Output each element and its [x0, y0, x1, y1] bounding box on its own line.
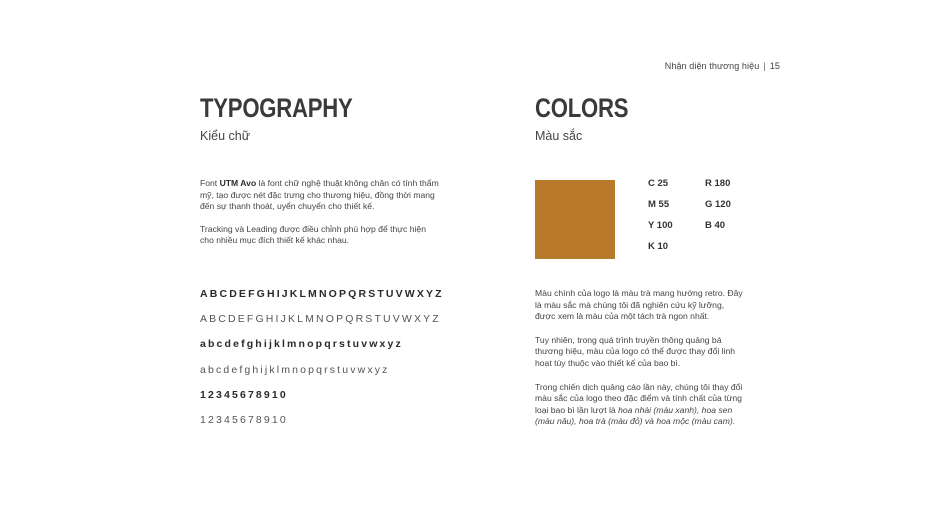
numerals-bold-sample: 12345678910 — [200, 388, 288, 401]
typography-intro — [200, 178, 440, 258]
colors-title: COLORS — [535, 93, 629, 123]
rgb-g-value: G 120 — [705, 199, 731, 210]
colors-paragraph-3 — [535, 382, 743, 428]
typography-intro-paragraph-1 — [200, 178, 440, 213]
page-header — [665, 61, 780, 71]
rgb-b-value: B 40 — [705, 220, 726, 231]
uppercase-regular-sample: ABCDEFGHIJKLMNOPQRSTUVWXYZ — [200, 313, 441, 326]
typography-subtitle: Kiểu chữ — [200, 129, 251, 143]
typography-title: TYPOGRAPHY — [200, 93, 353, 123]
lowercase-regular-sample: abcdefghijklmnopqrstuvwxyz — [200, 363, 390, 376]
colors-subtitle: Màu sắc — [535, 129, 583, 143]
lowercase-bold-sample: abcdefghijklmnopqrstuvwxyz — [200, 338, 403, 351]
colors-paragraph-1: Màu chính của logo là màu trà mang hướng retro. Đây là màu sắc mà chúng tôi đã nghiên cứu kỹ lưỡng, được xem là màu của một tách trà ngon nhất. — [535, 288, 743, 322]
cmyk-y-value: Y 100 — [648, 220, 673, 231]
header-separator: | — [763, 61, 766, 71]
rgb-r-value: R 180 — [705, 178, 731, 189]
colors-paragraph-2: Tuy nhiên, trong quá trình truyền thông quảng bá thương hiệu, màu của logo có thể được thay đổi linh hoạt tùy thuộc vào thiết kế của bao bì. — [535, 334, 736, 368]
glyph-samples — [200, 287, 500, 438]
intro-rest: là font chữ nghệ thuật không chân có tính thẩm mỹ, tạo được nét đặc trưng cho thương hiệu, đồng thời mang đến sự thanh thoát, uyển chuyển cho thiết kế. — [200, 178, 439, 212]
font-name: UTM Avo — [219, 178, 257, 188]
color-values — [648, 178, 755, 262]
colors-paragraph-3-plain: Trong chiến dịch quảng cáo lần này, chúng tôi thay đổi màu sắc của logo theo đặc điểm và tính chất của từng loại bao bì lần lượt là — [535, 381, 743, 415]
typography-heading — [200, 92, 490, 144]
colors-heading — [535, 92, 795, 144]
typography-intro-paragraph-2: Tracking và Leading được điều chỉnh phù hợp để thực hiện cho nhiều mục đích thiết kế khác nhau. — [200, 223, 426, 246]
colors-description — [535, 288, 743, 440]
numerals-regular-sample: 12345678910 — [200, 413, 288, 426]
uppercase-bold-sample: ABCDEFGHIJKLMNOPQRSTUVWXYZ — [200, 288, 444, 300]
cmyk-c-value: C 25 — [648, 178, 669, 189]
brand-color-swatch — [535, 180, 615, 259]
colors-paragraph-3-italic: hoa nhài (màu xanh), hoa sen (màu nâu), hoa trà (màu đỏ) và hoa mộc (màu cam). — [535, 404, 736, 427]
intro-prefix: Font — [200, 178, 220, 188]
cmyk-m-value: M 55 — [648, 199, 670, 210]
section-label: Nhận diện thương hiệu — [664, 61, 760, 71]
page-number: 15 — [769, 61, 780, 71]
cmyk-k-value: K 10 — [648, 241, 669, 252]
